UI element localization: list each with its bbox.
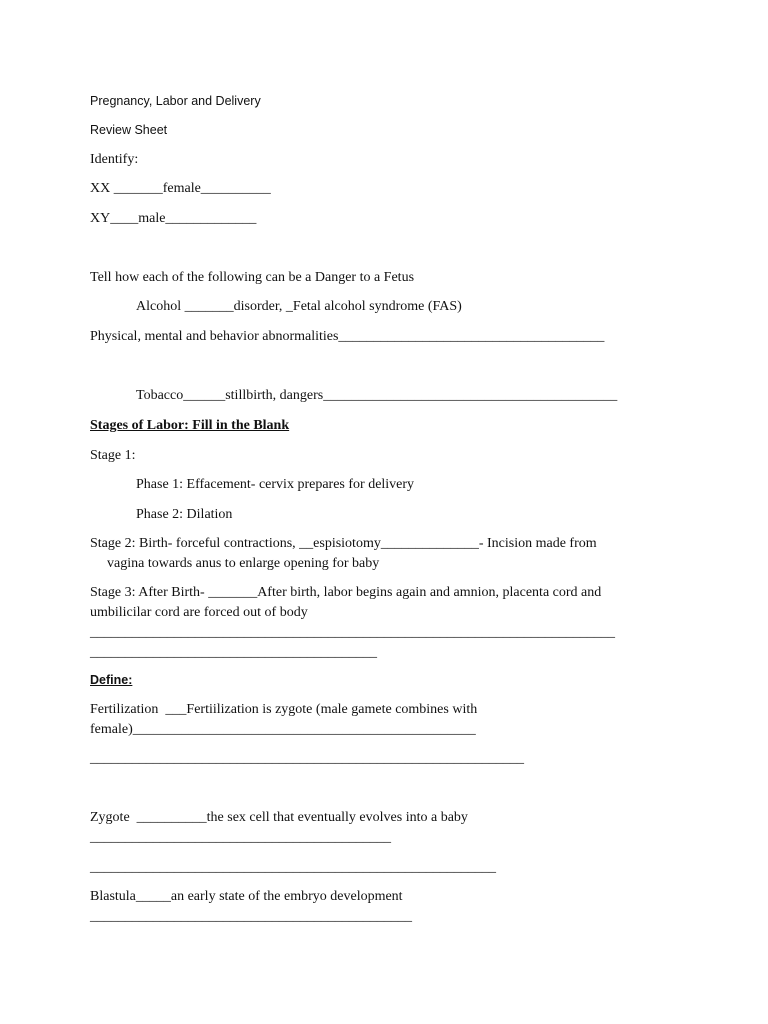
phase1-line: Phase 1: Effacement- cervix prepares for delivery	[136, 477, 415, 492]
answer-blank-line: ______________________________________________	[90, 909, 412, 924]
answer-blank-line: ___________________________________________________________________________	[90, 625, 615, 640]
identify-xy-line: XY____male_____________	[90, 211, 257, 226]
fertilization-line2: female)_________________________________________________	[90, 722, 476, 737]
identify-xx-line: XX _______female__________	[90, 181, 271, 196]
phase2-line: Phase 2: Dilation	[136, 507, 233, 522]
stage1-line: Stage 1:	[90, 448, 136, 463]
danger-heading: Tell how each of the following can be a Danger to a Fetus	[90, 270, 415, 285]
labor-heading: Stages of Labor: Fill in the Blank	[90, 418, 290, 433]
zygote-line: Zygote __________the sex cell that eventually evolves into a baby	[90, 810, 468, 825]
define-heading: Define:	[90, 673, 133, 687]
answer-blank-line: _________________________________________	[90, 645, 377, 660]
alcohol-detail-line: Physical, mental and behavior abnormalities______________________________________	[90, 329, 605, 344]
answer-blank-line: ______________________________________________________________	[90, 751, 524, 766]
fertilization-line1: Fertilization ___Fertiilization is zygote (male gamete combines with	[90, 702, 478, 717]
answer-blank-line: ___________________________________________	[90, 830, 391, 845]
stage2-line1: Stage 2: Birth- forceful contractions, __espisiotomy______________- Incision made from	[90, 536, 597, 551]
identify-heading: Identify:	[90, 152, 139, 167]
document-title: Pregnancy, Labor and Delivery	[90, 94, 261, 108]
answer-blank-line: __________________________________________________________	[90, 860, 496, 875]
stage2-line2: vagina towards anus to enlarge opening for baby	[107, 556, 380, 571]
alcohol-line: Alcohol _______disorder, _Fetal alcohol syndrome (FAS)	[136, 299, 462, 314]
blastula-line: Blastula_____an early state of the embryo development	[90, 889, 403, 904]
stage3-line2: umbilicilar cord are forced out of body	[90, 605, 308, 620]
tobacco-line: Tobacco______stillbirth, dangers__________________________________________	[136, 388, 618, 403]
stage3-line1: Stage 3: After Birth- _______After birth, labor begins again and amnion, placenta cord and	[90, 585, 602, 600]
document-subtitle: Review Sheet	[90, 123, 168, 137]
